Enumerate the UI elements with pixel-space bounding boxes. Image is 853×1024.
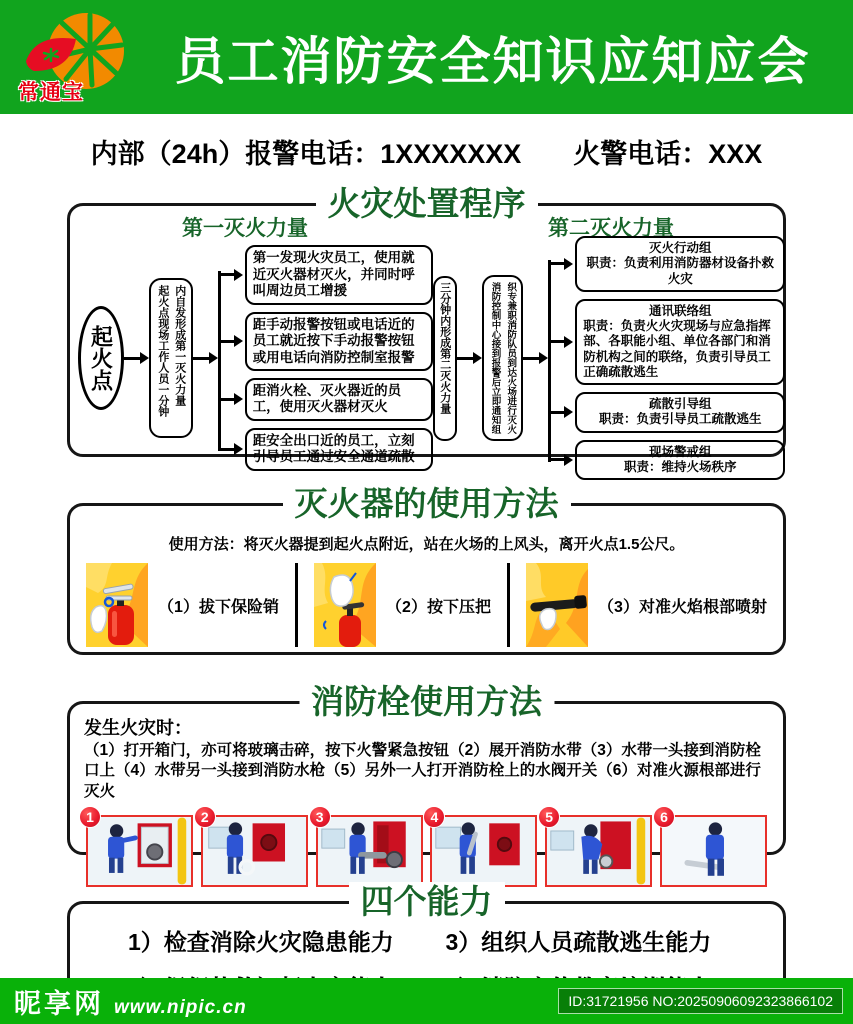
branch-row xyxy=(218,378,433,421)
extinguisher-instruction: 使用方法：将灭火器提到起火点附近，站在火场的上风头，离开火点1.5公尺。 xyxy=(168,536,685,553)
press-handle-image xyxy=(314,563,376,647)
ability-item-3: 3）组织人员疏散逃生能力 xyxy=(445,929,712,955)
extinguisher-step-1 xyxy=(86,563,279,647)
flow-arrow-icon xyxy=(548,340,573,343)
step-number-badge: 3 xyxy=(309,806,331,828)
hydrant-step-1 xyxy=(86,809,193,887)
group-guard xyxy=(575,440,785,481)
section-four-abilities-title: 四个能力 xyxy=(349,882,505,924)
hydrant-lead: 发生火灾时： xyxy=(84,718,192,738)
fire-phone xyxy=(573,132,762,171)
group-communication-desc: 职责：负责火火灾现场与应急指挥部、各职能小组、单位各部门和消防机构之间的联络，负责引导员工正确疏散逃生 xyxy=(583,319,771,379)
step-divider xyxy=(295,563,298,647)
second-force-flow xyxy=(433,236,786,480)
branch-row xyxy=(218,428,433,471)
hydrant-step-5 xyxy=(545,809,652,887)
first-force-flow xyxy=(78,236,433,480)
branch-row xyxy=(218,312,433,371)
branch-row xyxy=(548,299,785,385)
header-banner xyxy=(0,0,853,114)
second-force-start-node xyxy=(433,276,457,441)
flow-arrow-icon xyxy=(548,458,573,461)
flow-arrow-icon xyxy=(548,262,573,265)
flow-arrow-icon xyxy=(523,357,548,360)
pull-pin-image xyxy=(86,563,148,647)
step-number-badge: 1 xyxy=(79,806,101,828)
emergency-phone-line xyxy=(0,132,853,171)
section-hydrant-title: 消防栓使用方法 xyxy=(299,682,554,724)
second-force-start-text: 三分钟内形成第二灭火力量 xyxy=(438,281,451,414)
image-id-label: ID:31721956 NO:20250906092323866102 xyxy=(558,988,843,1014)
pull-pin-caption: （1）拔下保险销 xyxy=(158,598,279,616)
hydrant-instruction: （1）打开箱门，亦可将玻璃击碎，按下火警紧急按钮（2）展开消防水带（3）水带一头接到消防栓口上（4）水带另一头接到消防水枪（5）另外一人打开消防栓上的水阀开关（6）对准火源根部进行灭火 xyxy=(84,742,761,800)
first-force-label: 第一灭火力量 xyxy=(182,216,308,240)
flow-arrow-icon xyxy=(218,340,243,343)
connect-hydrant-image xyxy=(316,815,423,887)
fire-origin-text: 起火点 xyxy=(88,325,114,391)
watermark-bar xyxy=(0,978,853,1024)
section-hydrant xyxy=(67,685,786,855)
attach-nozzle-image xyxy=(430,815,537,887)
hydrant-steps xyxy=(84,809,769,887)
press-handle-caption: （2）按下压把 xyxy=(386,598,491,616)
branch-row xyxy=(548,440,785,481)
first-force-step-2: 距手动报警按钮或电话近的员工就近按下手动报警按钮或用电话向消防控制室报警 xyxy=(245,312,433,371)
step-number-badge: 2 xyxy=(194,806,216,828)
flow-arrow-icon xyxy=(218,273,243,276)
section-fire-procedure xyxy=(67,187,786,474)
flow-arrow-icon xyxy=(218,398,243,401)
second-force-branches xyxy=(548,236,785,480)
fire-phone-label: 火警电话： xyxy=(573,139,709,169)
group-evacuation-title: 疏散引导组 xyxy=(648,397,712,411)
group-action xyxy=(575,236,785,292)
extinguisher-step-3 xyxy=(526,563,767,647)
process-col2: 内自发形成第一灭火力量 xyxy=(173,285,186,406)
site-name: 昵享网 xyxy=(14,988,104,1019)
first-force-branches xyxy=(218,245,433,471)
internal-phone-label: 内部（24h）报警电话： xyxy=(90,139,381,169)
brand-logo xyxy=(0,0,152,114)
spray-base-caption: （3）对准火焰根部喷射 xyxy=(598,598,767,616)
hydrant-step-6 xyxy=(660,809,767,887)
hydrant-step-3 xyxy=(315,809,423,887)
first-force-step-3: 距消火栓、灭火器近的员工，使用灭火器材灭火 xyxy=(245,378,433,421)
section-extinguisher xyxy=(67,487,786,655)
open-valve-image xyxy=(545,815,652,887)
hydrant-step-2 xyxy=(200,809,308,887)
internal-phone-number: 1XXXXXXX xyxy=(380,139,522,169)
flow-arrow-icon xyxy=(193,357,218,360)
step-number-badge: 4 xyxy=(423,806,445,828)
group-guard-title: 现场警戒组 xyxy=(648,444,712,459)
process-col1: 起火点现场工作人员一分钟 xyxy=(156,285,169,417)
ability-item-1: 1）检查消除火灾隐患能力 xyxy=(128,929,394,955)
extinguisher-steps xyxy=(70,554,783,647)
flow-arrow-icon xyxy=(124,357,149,360)
poster-title: 员工消防安全知识应知应会 xyxy=(174,33,811,90)
fire-phone-number: XXX xyxy=(708,139,763,169)
site-branding xyxy=(14,982,247,1021)
group-action-desc: 职责：负责利用消防器材设备扑救火灾 xyxy=(586,256,774,286)
group-communication-title: 通讯联络组 xyxy=(648,303,712,318)
second-force-process-node xyxy=(482,275,524,441)
flow-arrow-icon xyxy=(218,448,243,451)
first-force-step-4: 距安全出口近的员工，立刻引导员工通过安全通道疏散 xyxy=(245,428,433,471)
group-evacuation xyxy=(575,392,785,433)
open-door-image xyxy=(86,815,193,887)
step-number-badge: 5 xyxy=(538,806,560,828)
brand-name: 常通宝 xyxy=(18,81,84,104)
process-col2: 织专兼职消防队员到达火场进行灭火 xyxy=(505,282,517,434)
branch-row xyxy=(548,392,785,433)
spray-base-image xyxy=(526,563,588,647)
flow-arrow-icon xyxy=(457,357,482,360)
extinguisher-step-2 xyxy=(314,563,491,647)
section-extinguisher-title: 灭火器的使用方法 xyxy=(283,484,571,526)
second-force-label: 第二灭火力量 xyxy=(548,216,674,240)
section-fire-procedure-title: 火灾处置程序 xyxy=(316,184,538,226)
branch-row xyxy=(548,236,785,292)
flow-arrow-icon xyxy=(548,411,573,414)
branch-row xyxy=(218,245,433,304)
group-evacuation-desc: 职责：负责引导员工疏散逃生 xyxy=(598,412,762,427)
group-action-title: 灭火行动组 xyxy=(648,241,712,255)
first-force-process-node xyxy=(149,278,193,438)
process-col1: 消防控制中心接到报警后立即通知组 xyxy=(489,282,501,434)
site-url: www.nipic.cn xyxy=(114,996,247,1018)
step-number-badge: 6 xyxy=(653,806,675,828)
first-force-step-1: 第一发现火灾员工，使用就近灭火器材灭火，并同时呼叫周边员工增援 xyxy=(245,245,433,304)
internal-phone xyxy=(91,132,522,171)
flowchart xyxy=(70,206,783,488)
group-communication xyxy=(575,299,785,385)
unroll-hose-image xyxy=(201,815,308,887)
aim-fire-image xyxy=(660,815,767,887)
hydrant-step-4 xyxy=(430,809,537,887)
group-guard-desc: 职责：维持火场秩序 xyxy=(623,459,737,474)
step-divider xyxy=(507,563,510,647)
fire-origin-node xyxy=(78,306,124,410)
